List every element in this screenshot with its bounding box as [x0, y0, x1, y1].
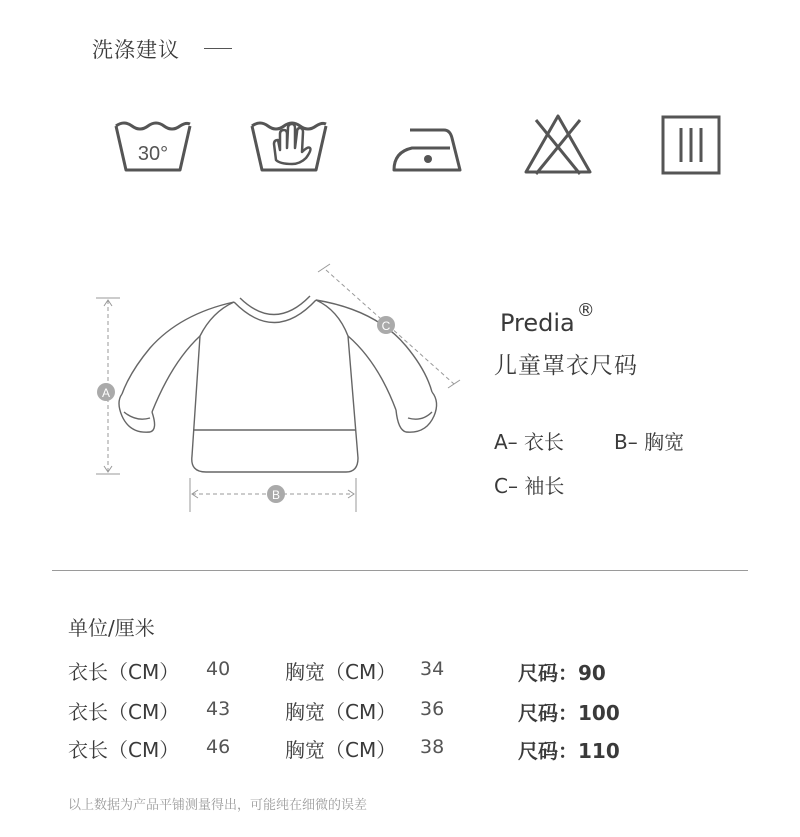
- chest-value: 38: [420, 736, 445, 758]
- chest-label: 胸宽（CM）: [285, 700, 397, 724]
- marker-b-label: B: [271, 488, 281, 502]
- length-label: 衣长（CM）: [68, 700, 180, 724]
- legend-b: B– 胸宽: [614, 430, 685, 454]
- chest-value: 36: [420, 698, 445, 720]
- marker-a-label: A: [101, 386, 111, 400]
- size-label: [518, 697, 620, 726]
- line-dry-icon: [660, 114, 724, 176]
- no-bleach-icon: [522, 112, 594, 176]
- size-prefix: 尺码：: [518, 739, 578, 763]
- length-value: 46: [206, 736, 231, 758]
- wash-30-icon: [112, 112, 194, 176]
- title-dash: [204, 48, 232, 49]
- size-label: [518, 657, 606, 686]
- legend-c: C– 袖长: [494, 474, 565, 498]
- measurement-note: 以上数据为产品平铺测量得出，可能纯在细微的误差: [68, 798, 368, 813]
- length-value: 40: [206, 658, 231, 680]
- care-section-title: 洗涤建议: [92, 38, 180, 62]
- size-value: 110: [578, 739, 620, 763]
- chest-label: 胸宽（CM）: [285, 660, 397, 684]
- size-prefix: 尺码：: [518, 661, 578, 685]
- chest-label: 胸宽（CM）: [285, 738, 397, 762]
- garment-diagram: [90, 262, 470, 522]
- hand-wash-icon: [248, 112, 330, 176]
- registered-mark: ®: [576, 300, 595, 321]
- marker-c-label: C: [381, 319, 391, 333]
- size-value: 90: [578, 661, 606, 685]
- size-prefix: 尺码：: [518, 701, 578, 725]
- legend-a: A– 衣长: [494, 430, 565, 454]
- wash-temperature-label: 30°: [137, 143, 169, 165]
- brand-text: Predia: [500, 309, 575, 337]
- size-value: 100: [578, 701, 620, 725]
- length-label: 衣长（CM）: [68, 660, 180, 684]
- chest-value: 34: [420, 658, 445, 680]
- length-label: 衣长（CM）: [68, 738, 180, 762]
- unit-label: 单位/厘米: [68, 616, 155, 640]
- brand-name: [500, 300, 595, 337]
- section-divider: [52, 570, 748, 571]
- iron-low-icon: [388, 112, 468, 176]
- product-name: 儿童罩衣尺码: [494, 353, 638, 379]
- size-label: [518, 735, 620, 764]
- length-value: 43: [206, 698, 231, 720]
